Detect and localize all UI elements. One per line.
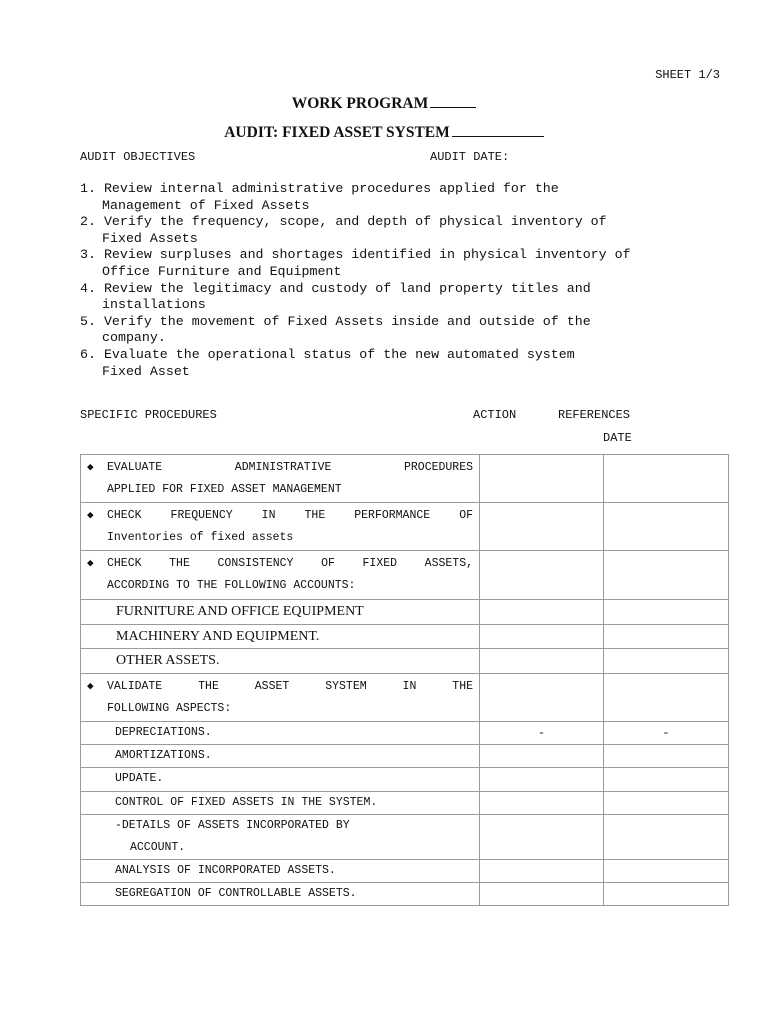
- action-cell[interactable]: -: [480, 722, 604, 745]
- procedure-cell: CONTROL OF FIXED ASSETS IN THE SYSTEM.: [81, 792, 480, 815]
- reference-cell[interactable]: [604, 600, 729, 625]
- reference-cell[interactable]: [604, 883, 729, 906]
- diamond-bullet-icon: ◆: [87, 510, 94, 522]
- procedure-cell: ANALYSIS OF INCORPORATED ASSETS.: [81, 860, 480, 883]
- action-cell[interactable]: [480, 768, 604, 792]
- table-row: [81, 551, 729, 600]
- reference-cell[interactable]: [604, 674, 729, 722]
- table-row: [81, 745, 729, 768]
- audit-system-title: AUDIT: FIXED ASSET SYSTEM: [224, 124, 450, 141]
- reference-cell[interactable]: [604, 860, 729, 883]
- sheet-number: SHEET 1/3: [655, 68, 720, 82]
- diamond-bullet-icon: ◆: [87, 462, 94, 474]
- title-underline-blank: [430, 92, 476, 108]
- objective-item: 5. Verify the movement of Fixed Assets inside and outside of the company.: [80, 313, 591, 346]
- procedure-cell: ◆ EVALUATE ADMINISTRATIVE PROCEDURES APPLIED FOR FIXED ASSET MANAGEMENT: [81, 455, 480, 503]
- date-header: DATE: [603, 431, 632, 445]
- table-row: [81, 860, 729, 883]
- audit-date-label: AUDIT DATE:: [430, 150, 510, 164]
- objective-item: 3. Review surpluses and shortages identified in physical inventory of Office Furniture and Equipment: [80, 247, 631, 279]
- references-header: REFERENCES: [558, 408, 631, 422]
- diamond-bullet-icon: ◆: [87, 558, 94, 570]
- table-row: [81, 883, 729, 906]
- document-title: [0, 92, 768, 113]
- document-subtitle: [0, 121, 768, 142]
- action-cell[interactable]: [480, 649, 604, 674]
- table-row: [81, 649, 729, 674]
- audit-objectives-label: AUDIT OBJECTIVES: [80, 150, 196, 164]
- procedure-cell: SEGREGATION OF CONTROLLABLE ASSETS.: [81, 883, 480, 906]
- objective-item: 6. Evaluate the operational status of the new automated system Fixed Asset: [80, 346, 575, 379]
- reference-cell[interactable]: [604, 815, 729, 860]
- procedure-cell: -DETAILS OF ASSETS INCORPORATED BY ACCOUNT.: [81, 815, 480, 860]
- action-cell[interactable]: [480, 792, 604, 815]
- objective-item: 4. Review the legitimacy and custody of land property titles and installations: [80, 280, 591, 313]
- objectives-list: [80, 181, 631, 380]
- action-cell[interactable]: [480, 860, 604, 883]
- action-cell[interactable]: [480, 551, 604, 600]
- procedure-cell: OTHER ASSETS.: [81, 649, 480, 674]
- reference-cell[interactable]: [604, 503, 729, 551]
- reference-cell[interactable]: [604, 455, 729, 503]
- subtitle-underline-blank: [452, 121, 544, 137]
- procedure-cell: FURNITURE AND OFFICE EQUIPMENT: [81, 600, 480, 625]
- action-cell[interactable]: [480, 674, 604, 722]
- table-row: [81, 674, 729, 722]
- action-header: ACTION: [473, 408, 517, 422]
- procedure-cell: DEPRECIATIONS.: [81, 722, 480, 745]
- procedure-cell: ◆ CHECK THE CONSISTENCY OF FIXED ASSETS, ACCORDING TO THE FOLLOWING ACCOUNTS:: [81, 551, 480, 600]
- procedure-cell: AMORTIZATIONS.: [81, 745, 480, 768]
- reference-cell[interactable]: -: [604, 722, 729, 745]
- action-cell[interactable]: [480, 503, 604, 551]
- action-cell[interactable]: [480, 625, 604, 649]
- reference-cell[interactable]: [604, 551, 729, 600]
- action-cell[interactable]: [480, 883, 604, 906]
- table-row: [81, 792, 729, 815]
- procedures-table: [80, 454, 729, 906]
- procedure-cell: ◆ CHECK FREQUENCY IN THE PERFORMANCE OF Inventories of fixed assets: [81, 503, 480, 551]
- table-row: [81, 625, 729, 649]
- objective-item: 2. Verify the frequency, scope, and depth of physical inventory of Fixed Assets: [80, 214, 607, 246]
- table-row: [81, 722, 729, 745]
- table-row: [81, 455, 729, 503]
- action-cell[interactable]: [480, 815, 604, 860]
- specific-procedures-header: SPECIFIC PROCEDURES: [80, 408, 217, 422]
- reference-cell[interactable]: [604, 649, 729, 674]
- action-cell[interactable]: [480, 455, 604, 503]
- work-program-title: WORK PROGRAM: [291, 95, 429, 112]
- table-row: [81, 503, 729, 551]
- action-cell[interactable]: [480, 600, 604, 625]
- reference-cell[interactable]: [604, 768, 729, 792]
- table-row: [81, 600, 729, 625]
- reference-cell[interactable]: [604, 625, 729, 649]
- reference-cell[interactable]: [604, 745, 729, 768]
- action-cell[interactable]: [480, 745, 604, 768]
- diamond-bullet-icon: ◆: [87, 681, 94, 693]
- table-row: [81, 768, 729, 792]
- reference-cell[interactable]: [604, 792, 729, 815]
- procedure-cell: ◆ VALIDATE THE ASSET SYSTEM IN THE FOLLOWING ASPECTS:: [81, 674, 480, 722]
- objective-item: 1. Review internal administrative procedures applied for the Management of Fixed Assets: [80, 181, 559, 213]
- table-row: [81, 815, 729, 860]
- procedure-cell: MACHINERY AND EQUIPMENT.: [81, 625, 480, 649]
- procedure-cell: UPDATE.: [81, 768, 480, 792]
